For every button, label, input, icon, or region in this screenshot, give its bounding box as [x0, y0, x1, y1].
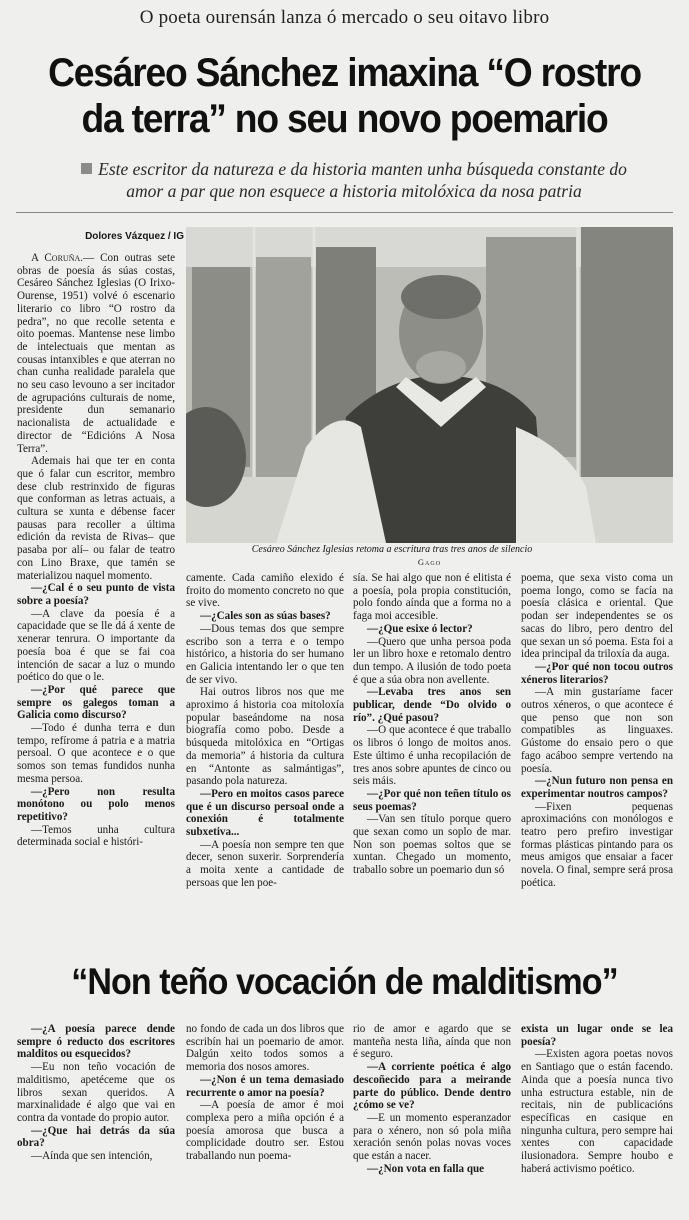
photo-credit: Gago — [417, 557, 442, 567]
question: —A corriente poética é algo descoñecido para a meirande parte do público. Dende dentro ¿cómo se ve? — [353, 1061, 511, 1112]
headline-line-2: da terra” no seu novo poemario — [81, 97, 608, 141]
deck — [34, 158, 674, 202]
byline: Dolores Vázquez / IG — [85, 231, 184, 242]
deck-line-1: Este escritor da natureza e da historia manten unha búsqueda constante do — [98, 159, 627, 179]
answer: —Dous temas dos que sempre escribo son a terra e o tempo histórico, a historia do ser humano en Galicia intentando ler o que ten de ser vivo. — [186, 622, 344, 686]
kicker: O poeta ourensán lanza ó mercado o seu oitavo libro — [139, 7, 550, 28]
paragraph: camente. Cada camiño elexido é froito do momento concreto no que se vive. — [186, 572, 344, 610]
column-1 — [17, 252, 175, 849]
question: exista un lugar onde se lea poesía? — [521, 1023, 673, 1048]
photo-illustration — [186, 227, 673, 543]
paragraph: rio de amor e agardo que se manteña nesta liña, aínda que non é seguro. — [353, 1023, 511, 1061]
bottom-column-2 — [186, 1023, 344, 1163]
paragraph: Hai outros libros nos que me aproximo á historia coa mitoloxía popular baseándome na nosa biografía como pobo. Desde a búsqueda mitolóxica en “Ortigas da memoria” á historia da cultura en “Antonte as salmántigas”, pasando pola natureza. — [186, 686, 344, 788]
answer: —Temos unha cultura determinada social e históri- — [17, 823, 175, 849]
headline — [30, 50, 660, 142]
bottom-column-3 — [353, 1023, 511, 1175]
photo-caption: Cesáreo Sánchez Iglesias retoma a escritura tras tres anos de silencio — [251, 544, 533, 555]
answer: —O que acontece é que traballo os libros ó longo de moitos anos. Este último é unha recopilación de tres anos sobre apuntes de cinco ou seis máis. — [353, 724, 511, 788]
column-4 — [521, 572, 673, 890]
paragraph: — Con outras sete obras de poesía ás súas costas, Cesáreo Sánchez Iglesias (O Irixo-Ourense, 1951) volvé ó escenario literario co libro “O rostro da pedra”, no que recolle setenta e oito poemas. Mantense nese limbo de intelectuais que mentan as cousas intanxibles e que aterran no chan cunha realidade paralela que no seu caso levouno a ser incitador de agrupacións culturais de nome, presidente dun semanario nacionalista de actualidade e director de “Edicións A Nosa Terra”. — [17, 252, 175, 455]
answer: —Todo é dunha terra e dun tempo, refírome á patria e a matria persoal. O que acontece e o que somos son temas fundidos nunha mesma persoa. — [17, 722, 175, 785]
question: —¿Pero non resulta monótono ou polo menos repetitivo? — [17, 785, 175, 823]
square-bullet-icon — [81, 163, 92, 174]
question: —Levaba tres anos sen publicar, dende “Do olvido o río”. ¿Qué pasou? — [353, 686, 511, 724]
answer: —A clave da poesía é a capacidade que se lle dá á xente de xenerar tenrura. O importante da poesía boa é que se fai coa intención de sacar a luz o mundo poético do que o le. — [17, 607, 175, 684]
paragraph: sía. Se hai algo que non é elitista é a poesía, pola propia constitución, polo fondo aínda que a forma no a faga moi accesible. — [353, 572, 511, 623]
question: —¿Non é un tema demasiado recurrente o amor na poesía? — [186, 1073, 344, 1099]
answer: —Eu non teño vocación de malditismo, apetéceme que os libros sexan queridos. A marxinalidade é algo que vai en contra da vontade do propio autor. — [17, 1061, 175, 1124]
question: —¿Que hai detrás da súa obra? — [17, 1124, 175, 1150]
answer: —E un momento esperanzador para o xénero, non só pola miña xeración senón polas novas voces que están a nacer. — [353, 1111, 511, 1163]
bottom-column-1 — [17, 1023, 175, 1163]
answer: —Quero que unha persoa poda ler un libro hoxe e retomalo dentro dun tempo. A ilusión de todo poeta é que a súa obra non avellente. — [353, 635, 511, 686]
paragraph: poema, que sexa visto coma un poema longo, como se facía na poesía clásica e oriental. Que podan ser independentes se os sacas do libro, pero dentro del que sexan un só poema. Esta foi a idea principal da triloxía da auga. — [521, 572, 673, 661]
deck-line-2: amor a par que non esquece a historia mitolóxica da nosa patria — [126, 181, 582, 201]
question: —¿Por qué non tocou outros xéneros literarios? — [521, 660, 673, 686]
bottom-column-4 — [521, 1023, 673, 1175]
answer: —Aínda que sen intención, — [31, 1150, 153, 1163]
question: —¿A poesía parece dende sempre ó reducto dos escritores malditos ou esquecidos? — [17, 1023, 175, 1061]
pull-quote: “Non teño vocación de malditismo” — [71, 961, 618, 1002]
question: —¿Por qué non teñen título os seus poemas? — [353, 787, 511, 813]
headline-line-1: Cesáreo Sánchez imaxina “O rostro — [48, 51, 641, 95]
question: —¿Que esixe ó lector? — [367, 622, 473, 635]
question: —¿Cal é o seu punto de vista sobre a poesía? — [17, 582, 175, 607]
answer: —A poesía de amor é moi complexa pero a miña opción é a poesía amorosa que busca a complicidade doutro ser. Estou traballando nun poema- — [186, 1099, 344, 1163]
question: —¿Non vota en falla que — [367, 1162, 485, 1175]
answer: —Van sen título porque quero que sexan como un soplo de mar. Non son poemas soltos que se xuntan. Chegado un momento, traballo sobre un poemario dun só — [353, 813, 511, 877]
answer: —Existen agora poetas novos en Santiago que o están facendo. Ainda que a poesía nunca tivo unha estructura estable, nin de recitais, nin de publicacións específicas en casique en ningunha cultura, pero sempre hai xentes con capacidade ilusionadora. Sempre houbo e haberá activismo poético. — [521, 1048, 673, 1175]
answer: —A poesía non sempre ten que decer, senon suxerir. Sorprendería a moita xente a cantidade de persoas que len poe- — [186, 838, 344, 889]
column-3 — [353, 572, 511, 877]
answer: —A min gustaríame facer outros xéneros, o que acontece é que penso que non son compatibles as linguaxes. Gústome do ensaio pero o que fago acáboo sempre vertendo na poesía. — [521, 686, 673, 775]
column-2 — [186, 572, 344, 890]
answer: —Fixen pequenas aproximacións con monólogos e teatro pero prefiro investigar formas plásticas pintando para os meus amigos que ensaiar a facer novela. O final, sempre será prosa poética. — [521, 800, 673, 889]
question: —¿Nun futuro non pensa en experimentar noutros campos? — [521, 775, 673, 800]
divider — [16, 212, 673, 213]
question: —Pero en moitos casos parece que é un discurso persoal onde a conexión é totalmente subxetiva... — [186, 787, 344, 839]
portrait-photo — [186, 227, 673, 543]
paragraph: no fondo de cada un dos libros que escribín hai un poemario de amor. Dalgún xeito todos somos a memoria dos nosos amores. — [186, 1023, 344, 1074]
dateline: A Coruña. — [31, 252, 84, 264]
paragraph: Ademais hai que ter en conta que ó falar cun escritor, membro dese club restrinxido de figuras que conforman as letras actuais, a cultura se xunta e débense facer pausas para recoller a última edición da revista de Rivas– que pasaba por alí– ou falar de teatro con Lino Braxe, que tamén se materializou naquel momento. — [17, 455, 175, 582]
question: —¿Por qué parece que sempre os galegos toman a Galicia como discurso? — [17, 683, 175, 722]
question: —¿Cales son as súas bases? — [200, 610, 331, 623]
